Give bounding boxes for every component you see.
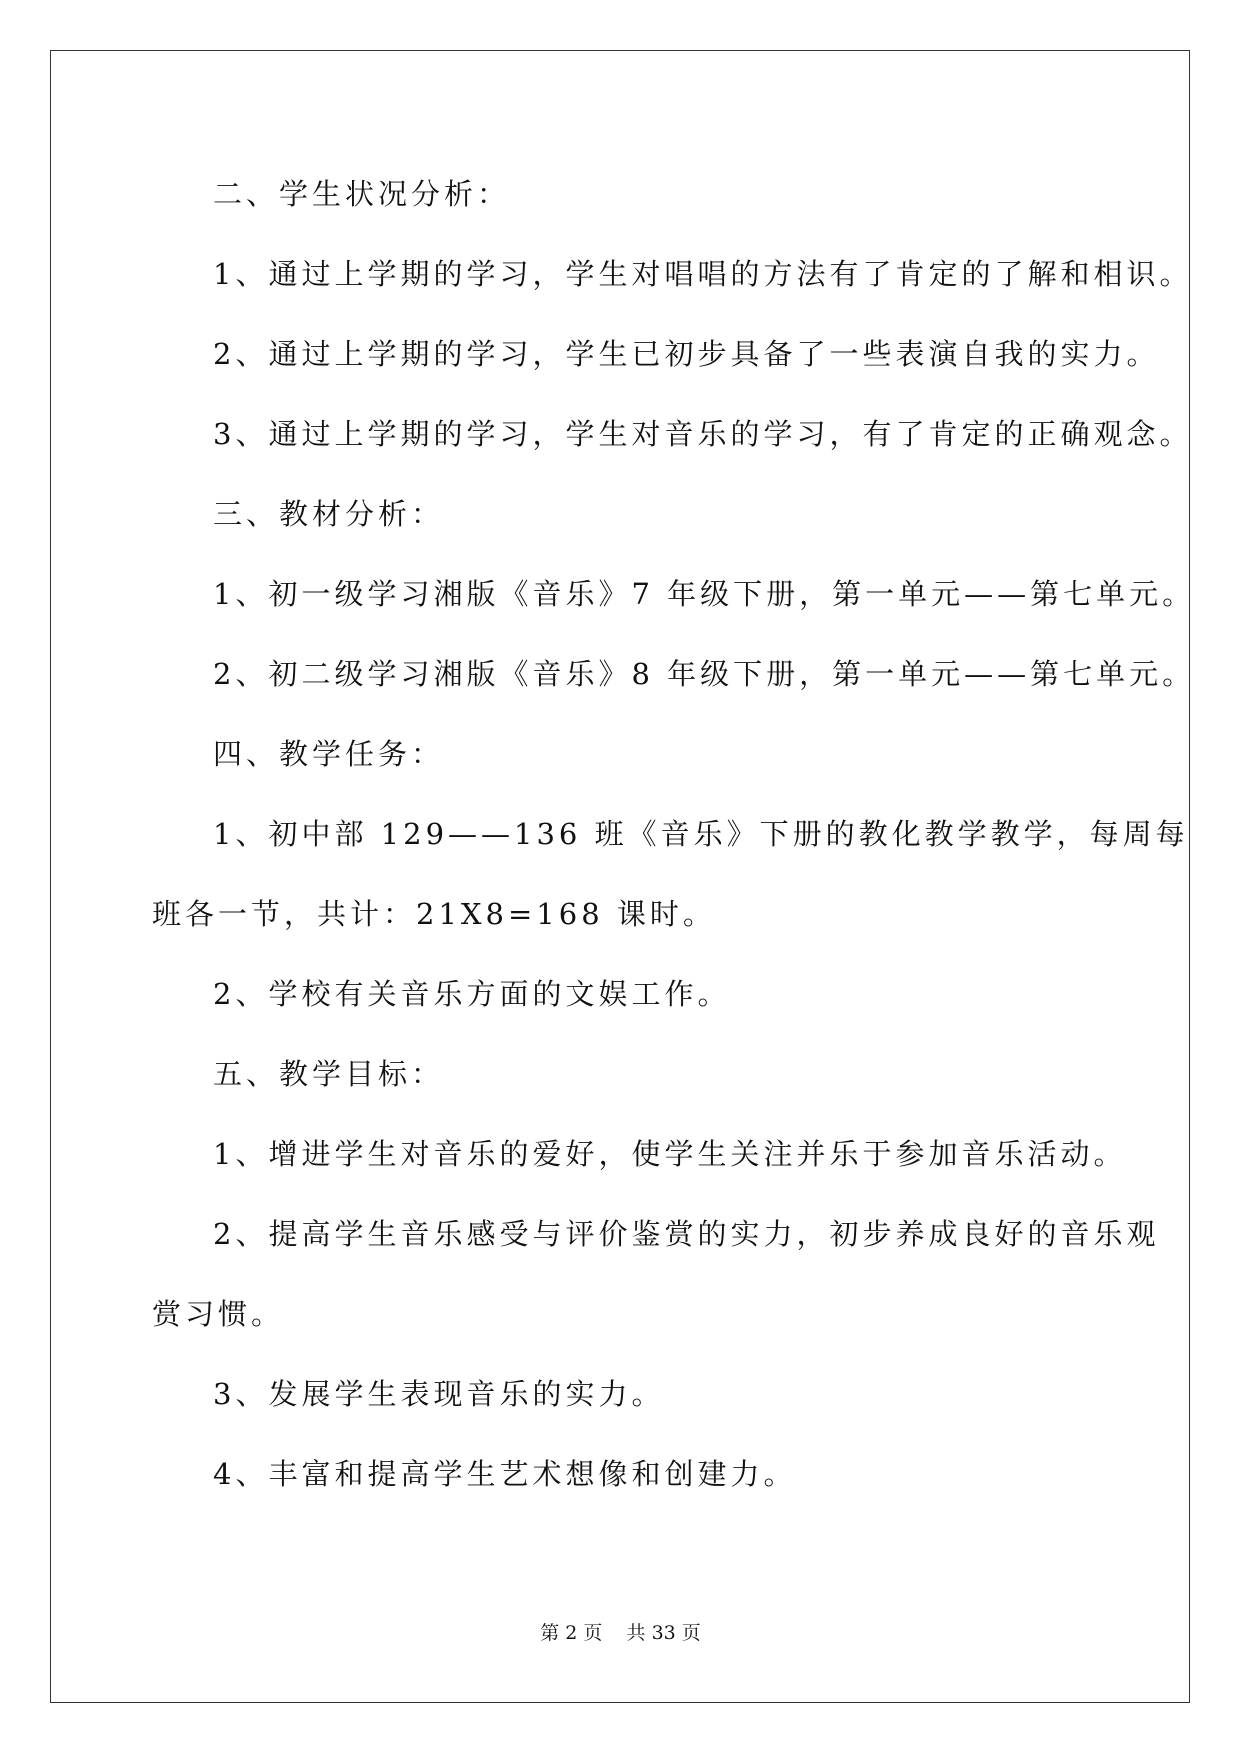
paragraph-line: 1、增进学生对音乐的爱好，使学生关注并乐于参加音乐活动。 [213,1137,1127,1171]
page-footer [0,1621,1241,1645]
paragraph-line: 2、通过上学期的学习，学生已初步具备了一些表演自我的实力。 [213,337,1160,371]
paragraph-line: 3、通过上学期的学习，学生对音乐的学习，有了肯定的正确观念。 [213,417,1193,451]
paragraph-line: 1、初中部 129——136 班《音乐》下册的教化教学教学，每周每 [213,817,1189,851]
paragraph-line: 4、丰富和提高学生艺术想像和创建力。 [213,1457,797,1491]
paragraph-line-continued: 赏习惯。 [152,1297,285,1331]
paragraph-line: 2、初二级学习湘版《音乐》8 年级下册，第一单元——第七单元。 [213,657,1196,691]
section-heading-teaching-goals: 五、教学目标： [213,1057,445,1091]
page-total: 共 33 页 [626,1622,701,1644]
section-heading-student-analysis: 二、学生状况分析： [213,177,511,211]
section-heading-textbook-analysis: 三、教材分析： [213,497,445,531]
paragraph-line: 3、发展学生表现音乐的实力。 [213,1377,665,1411]
paragraph-line: 2、提高学生音乐感受与评价鉴赏的实力，初步养成良好的音乐观 [213,1217,1160,1251]
paragraph-line: 2、学校有关音乐方面的文娱工作。 [213,977,731,1011]
paragraph-line: 1、初一级学习湘版《音乐》7 年级下册，第一单元——第七单元。 [213,577,1196,611]
section-heading-teaching-tasks: 四、教学任务： [213,737,445,771]
paragraph-line: 1、通过上学期的学习，学生对唱唱的方法有了肯定的了解和相识。 [213,257,1193,291]
page-number: 第 2 页 [540,1622,603,1644]
paragraph-line-continued: 班各一节，共计：21X8=168 课时。 [152,897,716,931]
